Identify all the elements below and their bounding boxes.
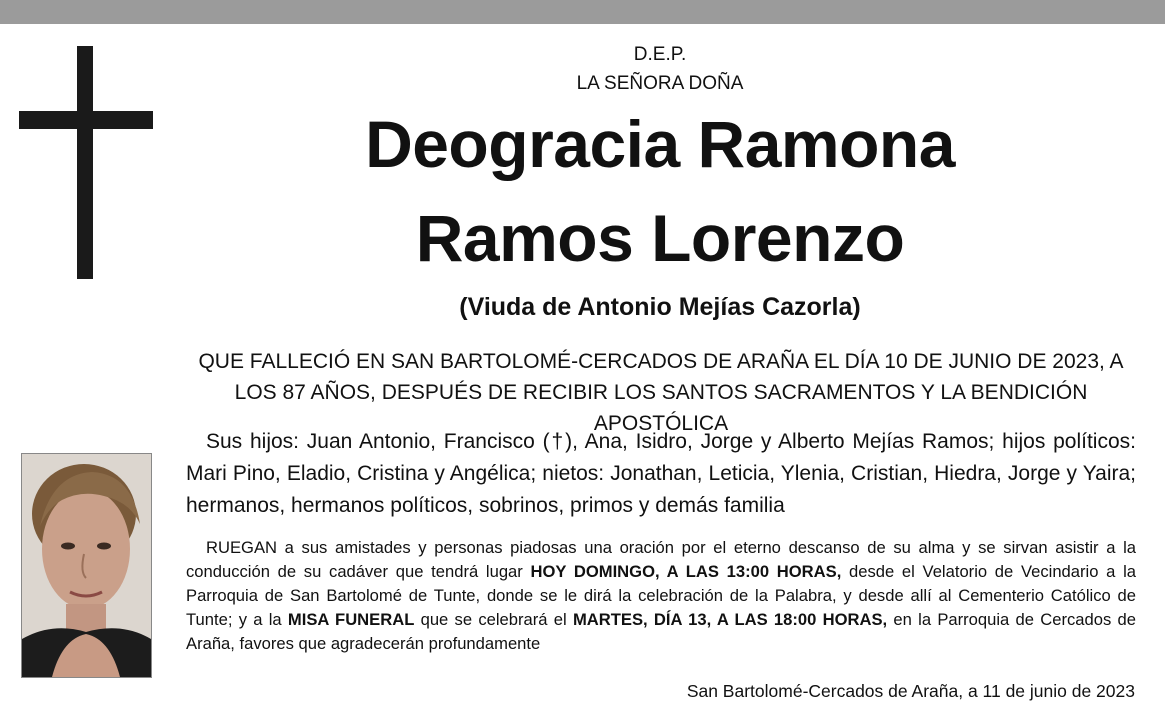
portrait-image [22,454,151,677]
honorific-text: LA SEÑORA DOÑA [576,73,744,94]
cross-horizontal-bar [19,111,153,129]
funeral-text-4: en la Parroquia de Cercados de Araña, favores que agradecerán profundamente [186,610,1136,653]
deceased-name-line1: Deogracia Ramona [365,107,955,181]
funeral-text-2: desde el Velatorio de Vecindario a la Parroquia de San Bartolomé de Tunte, donde se le dirá la celebración de la Palabra, y desde allí al Cementerio Católico de Tunte; y a la [186,562,1137,629]
funeral-time-bold: HOY DOMINGO, A LAS 13:00 HORAS, [530,562,842,581]
widow-note: (Viuda de Antonio Mejías Cazorla) [459,293,861,321]
dep-text: D.E.P. [633,44,687,65]
family-list: Sus hijos: Juan Antonio, Francisco (†), Ana, Isidro, Jorge y Alberto Mejías Ramos; hijos políticos: Mari Pino, Eladio, Cristina y Angélica; nietos: Jonathan, Leticia, Ylenia, Cristian, Hiedra, Jorge y Yaira; hermanos, hermanos políticos, sobrinos, primos y demás familia [186,430,1136,517]
portrait-photo [21,453,152,678]
signoff: San Bartolomé-Cercados de Araña, a 11 de junio de 2023 [686,681,1135,701]
death-statement: QUE FALLECIÓ EN SAN BARTOLOMÉ-CERCADOS DE ARAÑA EL DÍA 10 DE JUNIO DE 2023, A LOS 87 AÑOS, DESPUÉS DE RECIBIR LOS SANTOS SACRAMENTOS Y LA BENDICIÓN APOSTÓLICA [198,350,1124,435]
deceased-name-line2: Ramos Lorenzo [415,201,905,275]
funeral-text-3: que se celebrará el [414,610,573,629]
misa-date-bold: MARTES, DÍA 13, A LAS 18:00 HORAS, [572,610,888,629]
funeral-details [186,536,1136,656]
misa-funeral-bold: MISA FUNERAL [287,610,415,629]
funeral-text-1: RUEGAN a sus amistades y personas piadosas una oración por el eterno descanso de su alma y se sirvan asistir a la conducción de su cadáver que tendrá lugar [186,538,1136,581]
top-bar [0,0,1165,24]
cross-vertical-bar [77,46,93,279]
